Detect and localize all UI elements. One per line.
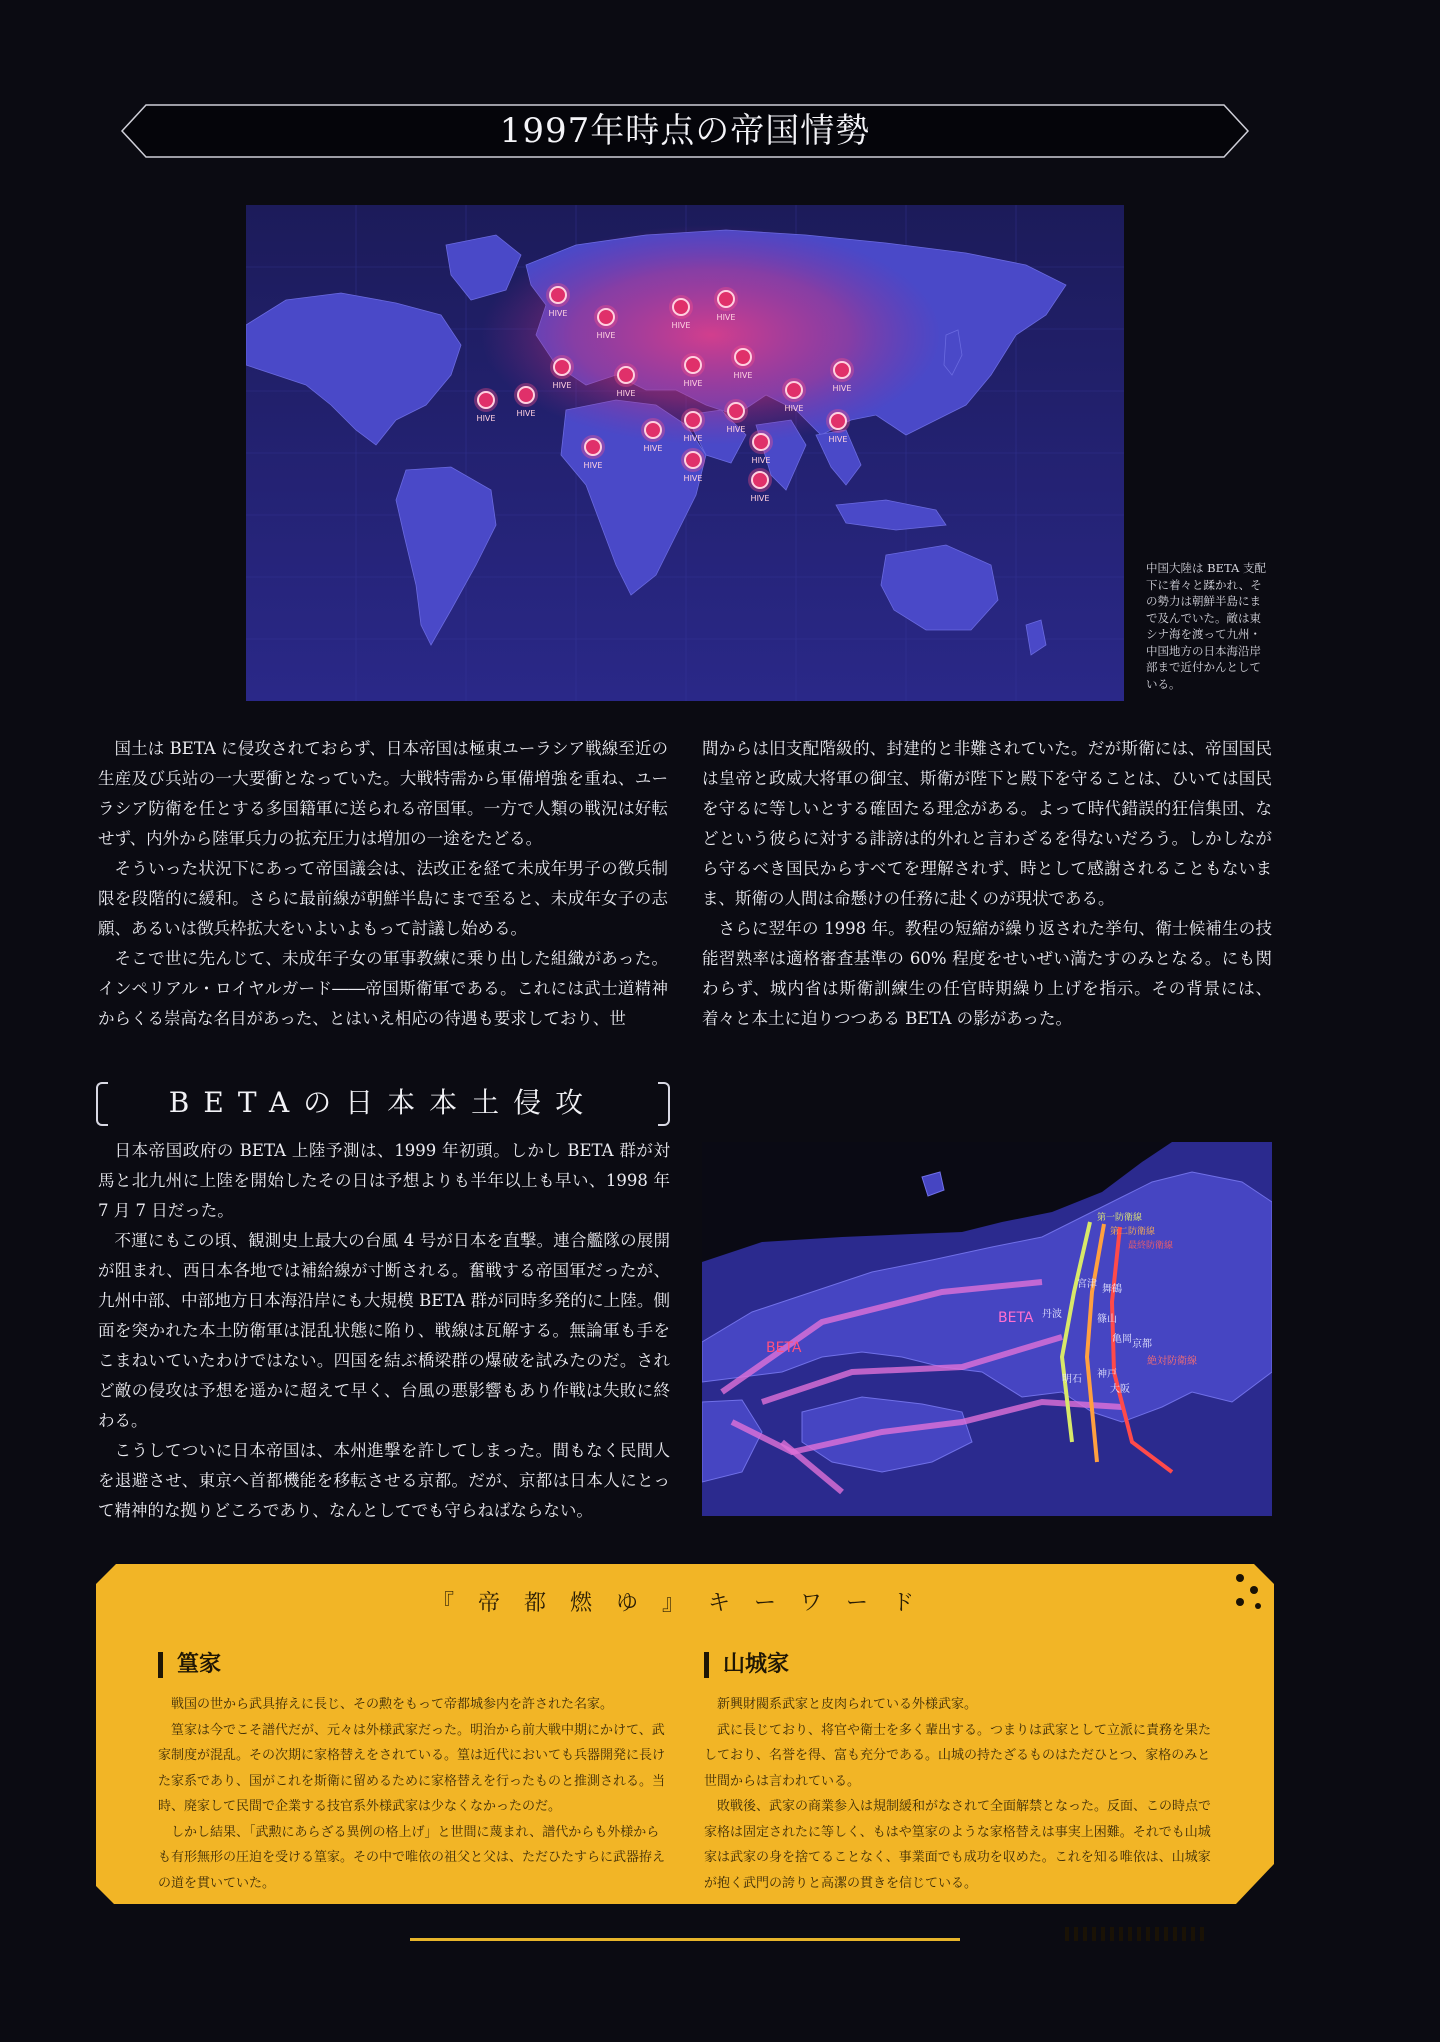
invasion-column (98, 1136, 670, 1526)
page-title: 1997年時点の帝国情勢 (499, 111, 871, 151)
keyword-heading: 山城家 (704, 1652, 1214, 1678)
keyword-paragraph: しかし結果、「武勲にあらざる異例の格上げ」と世間に蔑まれ、譜代からも外様からも有形無形の圧迫を受ける篁家。その中で唯依の祖父と父は、ただひたすらに武器拵えの道を貫いていた。 (158, 1824, 666, 1891)
place-label: 舞鶴 (1102, 1284, 1122, 1295)
keyword-paragraph: 戦国の世から武具拵えに長じ、その勲をもって帝都城参内を許された名家。 (171, 1697, 614, 1712)
keyword-paragraph: 篁家は今でこそ譜代だが、元々は外様武家だった。明治から前大戦中期にかけて、武家制度が混乱。その次期に家格替えをされている。篁は近代においても兵器開発に長けた家系であり、国がこれを斯衛に留めるために家格替えを行ったものと推測される。当時、廃家して民間で企業する技官系外様武家は少なくなかったのだ。 (158, 1722, 666, 1814)
hive-label: HIVE (548, 309, 568, 318)
hive-marker (581, 435, 605, 470)
bottom-accent-bar (410, 1938, 960, 1941)
hive-marker (669, 295, 693, 330)
invasion-paragraph: こうしてついに日本帝国は、本州進撃を許してしまった。間もなく民間人を退避させ、東京へ首都機能を移転させる京都。だが、京都は日本人にとって精神的な拠りどころであり、なんとしてでも守らねばならない。 (98, 1441, 670, 1520)
hive-label: HIVE (832, 384, 852, 393)
hive-label: HIVE (726, 425, 746, 434)
place-label: 絶対防衛線 (1147, 1356, 1197, 1367)
hive-marker (681, 408, 705, 443)
invasion-heading-text: BETAの日本本土侵攻 (168, 1086, 598, 1119)
place-label: 丹波 (1042, 1309, 1062, 1320)
hive-label: HIVE (616, 389, 636, 398)
hive-marker (731, 345, 755, 380)
hive-label: HIVE (516, 409, 536, 418)
keyword-column-takamura (158, 1652, 668, 1896)
hive-marker (724, 399, 748, 434)
hive-marker (641, 418, 665, 453)
defense-label-final: 最終防衛線 (1128, 1241, 1174, 1251)
hive-marker (830, 358, 854, 393)
title-banner (100, 104, 1270, 158)
keyword-paragraph: 武に長じており、将官や衛士を多く輩出する。つまりは武家として立派に責務を果たしており、名誉を得、富も充分である。山城の持たざるものはただひとつ、家格のみと世間からは言われている。 (704, 1722, 1212, 1789)
hive-label: HIVE (583, 461, 603, 470)
hive-marker (749, 430, 773, 465)
invasion-paragraph: 不運にもこの頃、観測史上最大の台風 4 号が日本を直撃。連合艦隊の展開が阻まれ、西日本各地では補給線が寸断される。奮戦する帝国軍だったが、九州中部、中部地方日本海沿岸にも大規模 BETA 群が同時多発的に上陸。側面を突かれた本土防衛軍は混乱状態に陥り、戦線は瓦解する。無論軍も手をこまねいていたわけではない。四国を結ぶ橋梁群の爆破を試みたのだ。されど敵の侵攻は予想を遥かに超えて早く、台風の悪影響もあり作戦は失敗に終わる。 (98, 1231, 670, 1430)
hive-label: HIVE (751, 456, 771, 465)
intro-paragraph: さらに翌年の 1998 年。教程の短縮が繰り返された挙句、衛士候補生の技能習熟率は適格審査基準の 60% 程度をせいぜい満たすのみとなる。にも関わらず、城内省は斯衛訓練生の任官時期繰り上げを指示。その背景には、着々と本土に迫りつつある BETA の影があった。 (702, 919, 1272, 1028)
japan-invasion-map (702, 1142, 1272, 1516)
intro-paragraph: そこで世に先んじて、未成年子女の軍事教練に乗り出した組織があった。インペリアル・ロイヤルガード――帝国斯衛軍である。これには武士道精神からくる崇高な名目があった、とはいえ相応の待遇も要求しており、世 (98, 949, 668, 1028)
invasion-paragraph: 日本帝国政府の BETA 上陸予測は、1999 年初頭。しかし BETA 群が対馬と北九州に上陸を開始したその日は予想よりも半年以上も早い、1998 年 7 月 7 日だった。 (98, 1141, 670, 1220)
hive-label: HIVE (716, 313, 736, 322)
place-label: 神戸 (1097, 1369, 1117, 1380)
keyword-paragraph: 新興財閥系武家と皮肉られている外様武家。 (717, 1697, 978, 1712)
hive-label: HIVE (596, 331, 616, 340)
place-label: 宮津 (1077, 1279, 1097, 1290)
intro-paragraph: 国土は BETA に侵攻されておらず、日本帝国は極東ユーラシア戦線至近の生産及び兵站の一大要衝となっていた。大戦特需から軍備増強を重ね、ユーラシア防衛を任とする多国籍軍に送られる帝国軍。一方で人類の戦況は好転せず、内外から陸軍兵力の拡充圧力は増加の一途をたどる。 (98, 739, 668, 848)
hive-marker (474, 388, 498, 423)
invasion-section-heading (96, 1082, 670, 1126)
hive-label: HIVE (683, 434, 703, 443)
intro-paragraph: そういった状況下にあって帝国議会は、法改正を経て未成年男子の徴兵制限を段階的に緩和。さらに最前線が朝鮮半島にまで至ると、未成年女子の志願、あるいは徴兵枠拡大をいよいよもって討議し始める。 (98, 859, 668, 938)
defense-label-second: 第二防衛線 (1110, 1227, 1156, 1237)
intro-left-column (98, 734, 668, 1034)
keyword-title: 『帝都燃ゆ』キーワード (431, 1591, 938, 1616)
place-label: 亀岡 (1112, 1334, 1132, 1345)
place-label: 明石 (1062, 1374, 1082, 1385)
hive-marker (782, 378, 806, 413)
hive-marker (594, 305, 618, 340)
intro-paragraph-continuation: 間からは旧支配階級的、封建的と非難されていた。だが斯衛には、帝国国民は皇帝と政威大将軍の御宝、斯衛が陛下と殿下を守ることは、ひいては国民を守るに等しいとする確固たる理念がある。よって時代錯誤的狂信集団、などという彼らに対する誹謗は的外れと言わざるを得ないだろう。しかしながら守るべき国民からすべてを理解されず、時として感謝されることもないまま、斯衛の人間は命懸けの任務に赴くのが現状である。 (702, 739, 1272, 908)
defense-label-first: 第一防衛線 (1097, 1213, 1143, 1223)
hive-label: HIVE (552, 381, 572, 390)
hive-label: HIVE (683, 474, 703, 483)
place-label: 篠山 (1097, 1314, 1117, 1325)
hive-marker (514, 383, 538, 418)
hive-marker (614, 363, 638, 398)
keyword-panel (96, 1564, 1274, 1938)
beta-territory-glow (481, 225, 941, 445)
place-label: 大阪 (1110, 1384, 1130, 1395)
hive-label: HIVE (643, 444, 663, 453)
world-map (246, 205, 1124, 701)
world-map-caption: 中国大陸は BETA 支配下に着々と蹂かれ、その勢力は朝鮮半島にまで及んでいた。敵は東シナ海を渡って九州・中国地方の日本海沿岸部まで近付かんとしている。 (1146, 561, 1267, 691)
hive-marker (714, 287, 738, 322)
hive-label: HIVE (828, 435, 848, 444)
decorative-dots (1234, 1572, 1264, 1612)
hive-marker (546, 283, 570, 318)
hive-label: HIVE (683, 379, 703, 388)
place-label: 京都 (1132, 1339, 1152, 1350)
hive-label: HIVE (671, 321, 691, 330)
hive-label: HIVE (476, 414, 496, 423)
intro-right-column (702, 734, 1272, 1034)
keyword-column-yamashiro (704, 1652, 1214, 1896)
beta-label-main: BETA (998, 1310, 1034, 1326)
keyword-paragraph: 敗戦後、武家の商業参入は規制緩和がなされて全面解禁となった。反面、この時点で家格は固定されたに等しく、もはや篁家のような家格替えは事実上困難。それでも山城家は武家の身を捨てることなく、事業面でも成功を収めた。これを知る唯依は、山城家が抱く武門の誇りと高潔の貫きを信じている。 (704, 1799, 1212, 1891)
hive-marker (681, 448, 705, 483)
hive-marker (826, 409, 850, 444)
hive-label: HIVE (733, 371, 753, 380)
beta-label-west: BETA (766, 1340, 802, 1356)
hive-marker (748, 468, 772, 503)
heading-bracket-right (658, 1082, 670, 1126)
hive-marker (550, 355, 574, 390)
hive-label: HIVE (750, 494, 770, 503)
keyword-heading: 篁家 (158, 1652, 668, 1678)
decorative-stripes (1065, 1927, 1225, 1943)
hive-marker (681, 353, 705, 388)
hive-label: HIVE (784, 404, 804, 413)
